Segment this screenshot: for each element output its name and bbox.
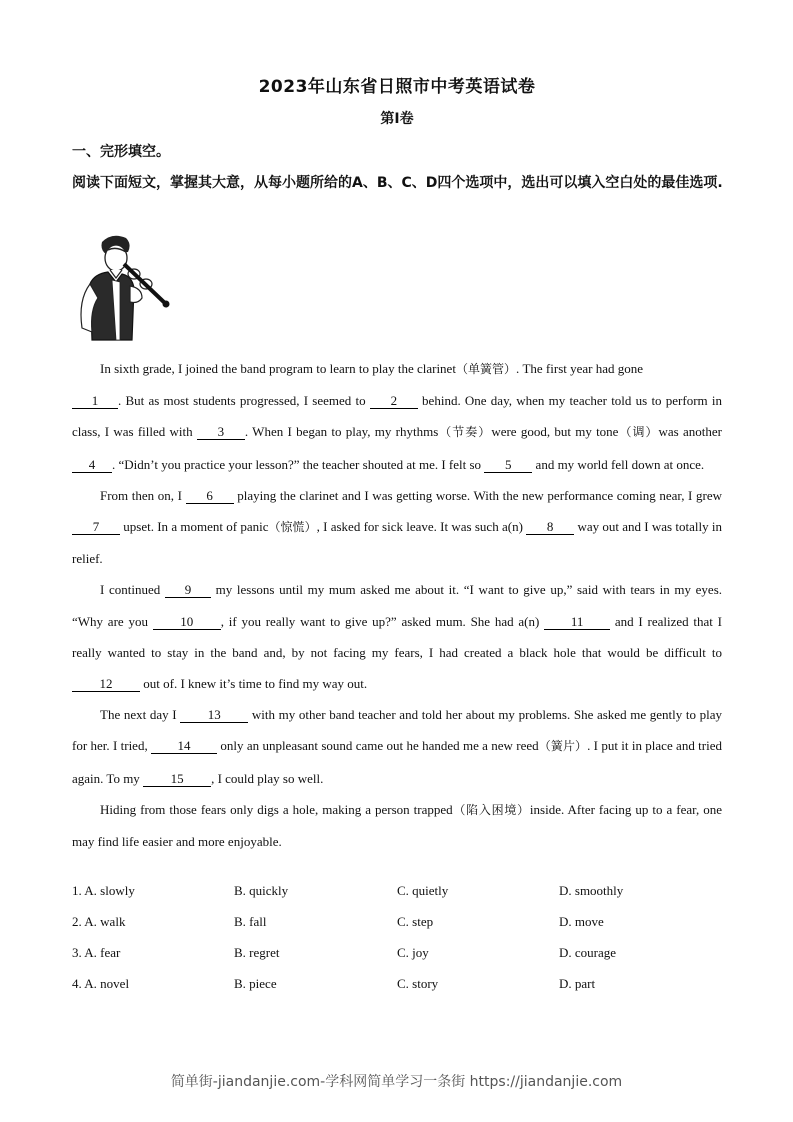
chinese-gloss: （单簧管）: [455, 362, 516, 376]
passage-text: inside. After facing up to a fear, one may find life easier and more enjoyable.: [72, 801, 722, 850]
option-a[interactable]: 2. A. walk: [72, 914, 126, 929]
blank-7[interactable]: 7: [72, 519, 120, 535]
option-c[interactable]: C. quietly: [397, 883, 449, 898]
option-b[interactable]: B. fall: [234, 914, 267, 929]
blank-6[interactable]: 6: [186, 488, 234, 504]
passage-text: my lessons until my mum asked me about it. “I want to give up,” said with tears in my eyes. “Why are you: [72, 582, 723, 629]
chinese-gloss: （簧片）: [538, 739, 588, 754]
chinese-gloss: （陷入困境）: [452, 802, 530, 817]
blank-5[interactable]: 5: [484, 457, 532, 473]
passage-text: In sixth grade, I joined the band program to learn to play the clarinet: [100, 361, 456, 376]
blank-8[interactable]: 8: [526, 519, 574, 535]
option-d[interactable]: D. smoothly: [559, 883, 624, 898]
passage-paragraph-5: [72, 794, 722, 857]
option-a[interactable]: 3. A. fear: [72, 945, 121, 960]
passage-text: The next day I: [100, 707, 181, 723]
passage-text: with my other band teacher and told her about my problems. She asked me gently to play for her. I tried,: [72, 707, 722, 754]
option-b[interactable]: B. quickly: [234, 883, 289, 898]
passage-text: . When I began to play, my rhythms: [244, 424, 439, 440]
passage-text: was another: [658, 424, 722, 440]
passage-paragraph-1: [72, 353, 722, 480]
page-footer: 简单街-jiandanjie.com-学科网简单学习一条街 https://jiandanjie.com: [170, 1074, 623, 1090]
passage-text: . But as most students progressed, I seemed to: [118, 393, 370, 409]
option-a[interactable]: 4. A. novel: [72, 976, 130, 991]
reading-passage: [72, 353, 722, 857]
question-row-1: [72, 883, 722, 914]
question-row-3: [72, 945, 722, 976]
passage-text: . “Didn’t you practice your lesson?” the teacher shouted at me. I felt so: [112, 456, 485, 472]
question-row-4: [72, 976, 722, 1007]
passage-text: way out and I was totally in relief.: [72, 519, 722, 567]
passage-text: , if you really want to give up?” asked mum. She had a(n): [220, 613, 545, 629]
option-d[interactable]: D. courage: [559, 945, 617, 960]
passage-paragraph-2: [72, 480, 722, 575]
question-options: [72, 883, 722, 1007]
question-row-2: [72, 914, 722, 945]
passage-text: I continued: [100, 582, 165, 598]
passage-text: behind. One day, when my teacher told us to perform in class, I was filled with: [72, 393, 722, 440]
blank-1[interactable]: 1: [72, 393, 118, 409]
passage-text: , I asked for sick leave. It was such a(n): [316, 519, 527, 535]
option-d[interactable]: D. part: [559, 976, 596, 991]
option-d[interactable]: D. move: [559, 914, 604, 929]
volume-heading: 第I卷: [380, 111, 414, 127]
passage-text: were good, but my tone: [491, 424, 619, 440]
passage-text: . The first year had gone: [515, 361, 644, 376]
passage-text: , I could play so well.: [211, 770, 324, 786]
blank-2[interactable]: 2: [370, 393, 418, 409]
option-a[interactable]: 1. A. slowly: [72, 883, 135, 898]
option-c[interactable]: C. joy: [397, 945, 429, 960]
chinese-gloss: （调）: [618, 425, 659, 440]
option-b[interactable]: B. piece: [234, 976, 277, 991]
passage-text: . I put it in place and tried again. To my: [72, 738, 722, 786]
blank-13[interactable]: 13: [180, 707, 248, 723]
passage-text: playing the clarinet and I was getting worse. With the new performance coming near, I grew: [233, 487, 722, 503]
passage-text: only an unpleasant sound came out he handed me a new reed: [217, 738, 539, 754]
passage-text: out of. I knew it’s time to find my way out.: [140, 676, 368, 692]
instruction-text: 阅读下面短文，掌握其大意，从每小题所给的A、B、C、D四个选项中，选出可以填入空白处的最佳选项.: [72, 175, 723, 191]
chinese-gloss: （惊慌）: [268, 520, 317, 535]
passage-text: and I realized that I really wanted to stay in the band and, by not facing my fears, I had created a black hole that would be difficult to: [72, 613, 722, 660]
blank-9[interactable]: 9: [165, 582, 211, 598]
blank-4[interactable]: 4: [72, 457, 112, 473]
section-heading: 一、完形填空。: [72, 144, 170, 160]
passage-paragraph-4: [72, 699, 722, 794]
page-title: 2023年山东省日照市中考英语试卷: [258, 77, 536, 97]
option-c[interactable]: C. step: [397, 914, 434, 929]
blank-12[interactable]: 12: [72, 676, 140, 692]
option-b[interactable]: B. regret: [234, 945, 280, 960]
blank-10[interactable]: 10: [153, 614, 221, 630]
passage-text: and my world fell down at once.: [532, 456, 705, 472]
blank-11[interactable]: 11: [544, 614, 610, 630]
blank-14[interactable]: 14: [151, 738, 217, 754]
option-c[interactable]: C. story: [397, 976, 439, 991]
blank-15[interactable]: 15: [143, 771, 211, 787]
passage-text: Hiding from those fears only digs a hole, making a person trapped: [100, 801, 453, 817]
clarinet-player-illustration: [72, 232, 172, 344]
passage-paragraph-3: [72, 574, 722, 699]
passage-text: From then on, I: [100, 487, 186, 503]
blank-3[interactable]: 3: [197, 424, 245, 440]
chinese-gloss: （节奏）: [438, 425, 492, 440]
passage-text: upset. In a moment of panic: [120, 519, 269, 535]
